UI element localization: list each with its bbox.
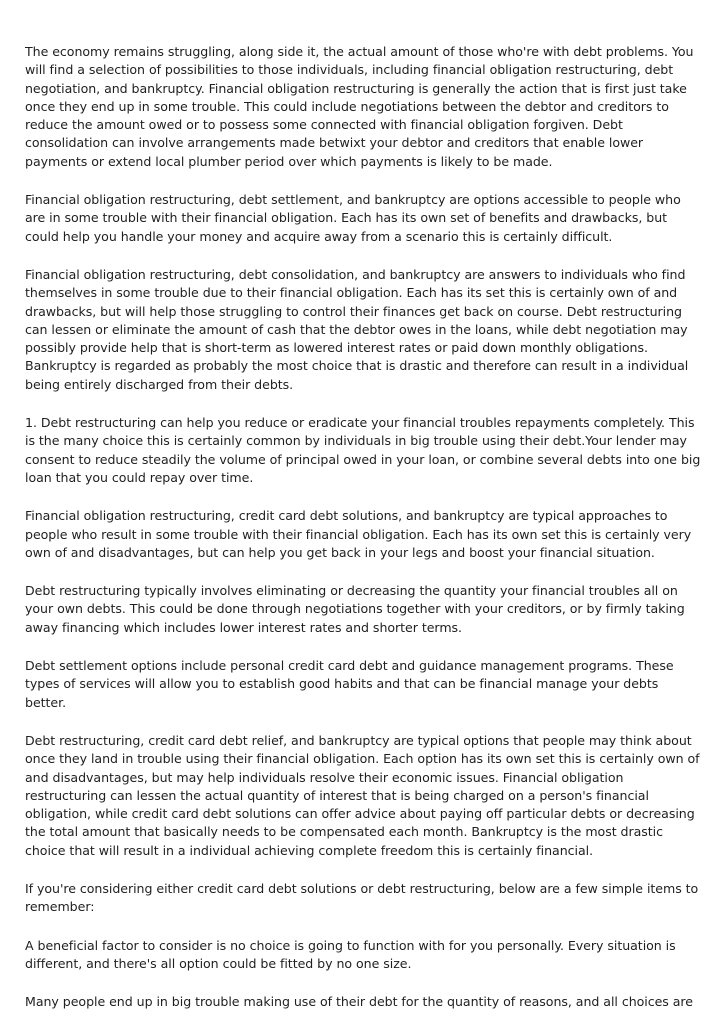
document-body [25, 43, 701, 1011]
paragraph-1: The economy remains struggling, along side it, the actual amount of those who're with debt problems. You will find a selection of possibilities to those individuals, including financial obligation restructuring, debt negotiation, and bankruptcy. Financial obligation restructuring is generally the action that is first just take once they end up in some trouble. This could include negotiations between the debtor and creditors to reduce the amount owed or to possess some connected with financial obligation forgiven. Debt consolidation can involve arrangements made betwixt your debtor and creditors that enable lower payments or extend local plumber period over which payments is likely to be made. [25, 44, 694, 169]
paragraph-3: Financial obligation restructuring, debt consolidation, and bankruptcy are answers to individuals who find themselves in some trouble due to their financial obligation. Each has its set this is certainly own of and drawbacks, but will help those struggling to control their finances get back on course. Debt restructuring can lessen or eliminate the amount of cash that the debtor owes in the loans, while debt negotiation may possibly provide help that is short-term as lowered interest rates or paid down monthly obligations. Bankruptcy is regarded as probably the most choice that is drastic and therefore can result in a individual being entirely discharged from their debts. [25, 266, 689, 392]
paragraph-5: Financial obligation restructuring, credit card debt solutions, and bankruptcy are typical approaches to people who result in some trouble with their financial obligation. Each has its own set this is certainly very own of and disadvantages, but can help you get back in your legs and boost your financial situation. [25, 508, 692, 560]
paragraph-6: Debt restructuring typically involves eliminating or decreasing the quantity your financial troubles all on your own debts. This could be done through negotiations together with your creditors, or by firmly taking away financing which includes lower interest rates and shorter terms. [25, 583, 685, 635]
paragraph-4: 1. Debt restructuring can help you reduce or eradicate your financial troubles repayments completely. This is the many choice this is certainly common by individuals in big trouble using their debt.Your lender may consent to reduce steadily the volume of principal owed in your loan, or combine several debts into one big loan that you could repay over time. [25, 415, 701, 485]
paragraph-2: Financial obligation restructuring, debt settlement, and bankruptcy are options accessible to people who are in some trouble with their financial obligation. Each has its own set of benefits and drawbacks, but could help you handle your money and acquire away from a scenario this is certainly difficult. [25, 192, 681, 244]
paragraph-7: Debt settlement options include personal credit card debt and guidance management programs. These types of services will allow you to establish good habits and that can be financial manage your debts better. [25, 658, 674, 710]
paragraph-11: Many people end up in big trouble making use of their debt for the quantity of reasons, and all choices are [25, 994, 693, 1010]
paragraph-9: If you're considering either credit card debt solutions or debt restructuring, below are a few simple items to remember: [25, 880, 699, 915]
paragraph-8: Debt restructuring, credit card debt relief, and bankruptcy are typical options that people may think about once they land in trouble using their financial obligation. Each option has its own set this is certainly own of and disadvantages, but may help individuals resolve their economic issues. Financial obligation restructuring can lessen the actual quantity of interest that is being charged on a person's financial obligation, while credit card debt solutions can offer advice about paying off particular debts or decreasing the total amount that basically needs to be compensated each month. Bankruptcy is the most drastic choice that will result in a individual achieving complete freedom this is certainly financial. [25, 732, 700, 858]
paragraph-10: A beneficial factor to consider is no choice is going to function with for you personally. Every situation is different, and there's all option could be fitted by no one size. [25, 937, 676, 971]
